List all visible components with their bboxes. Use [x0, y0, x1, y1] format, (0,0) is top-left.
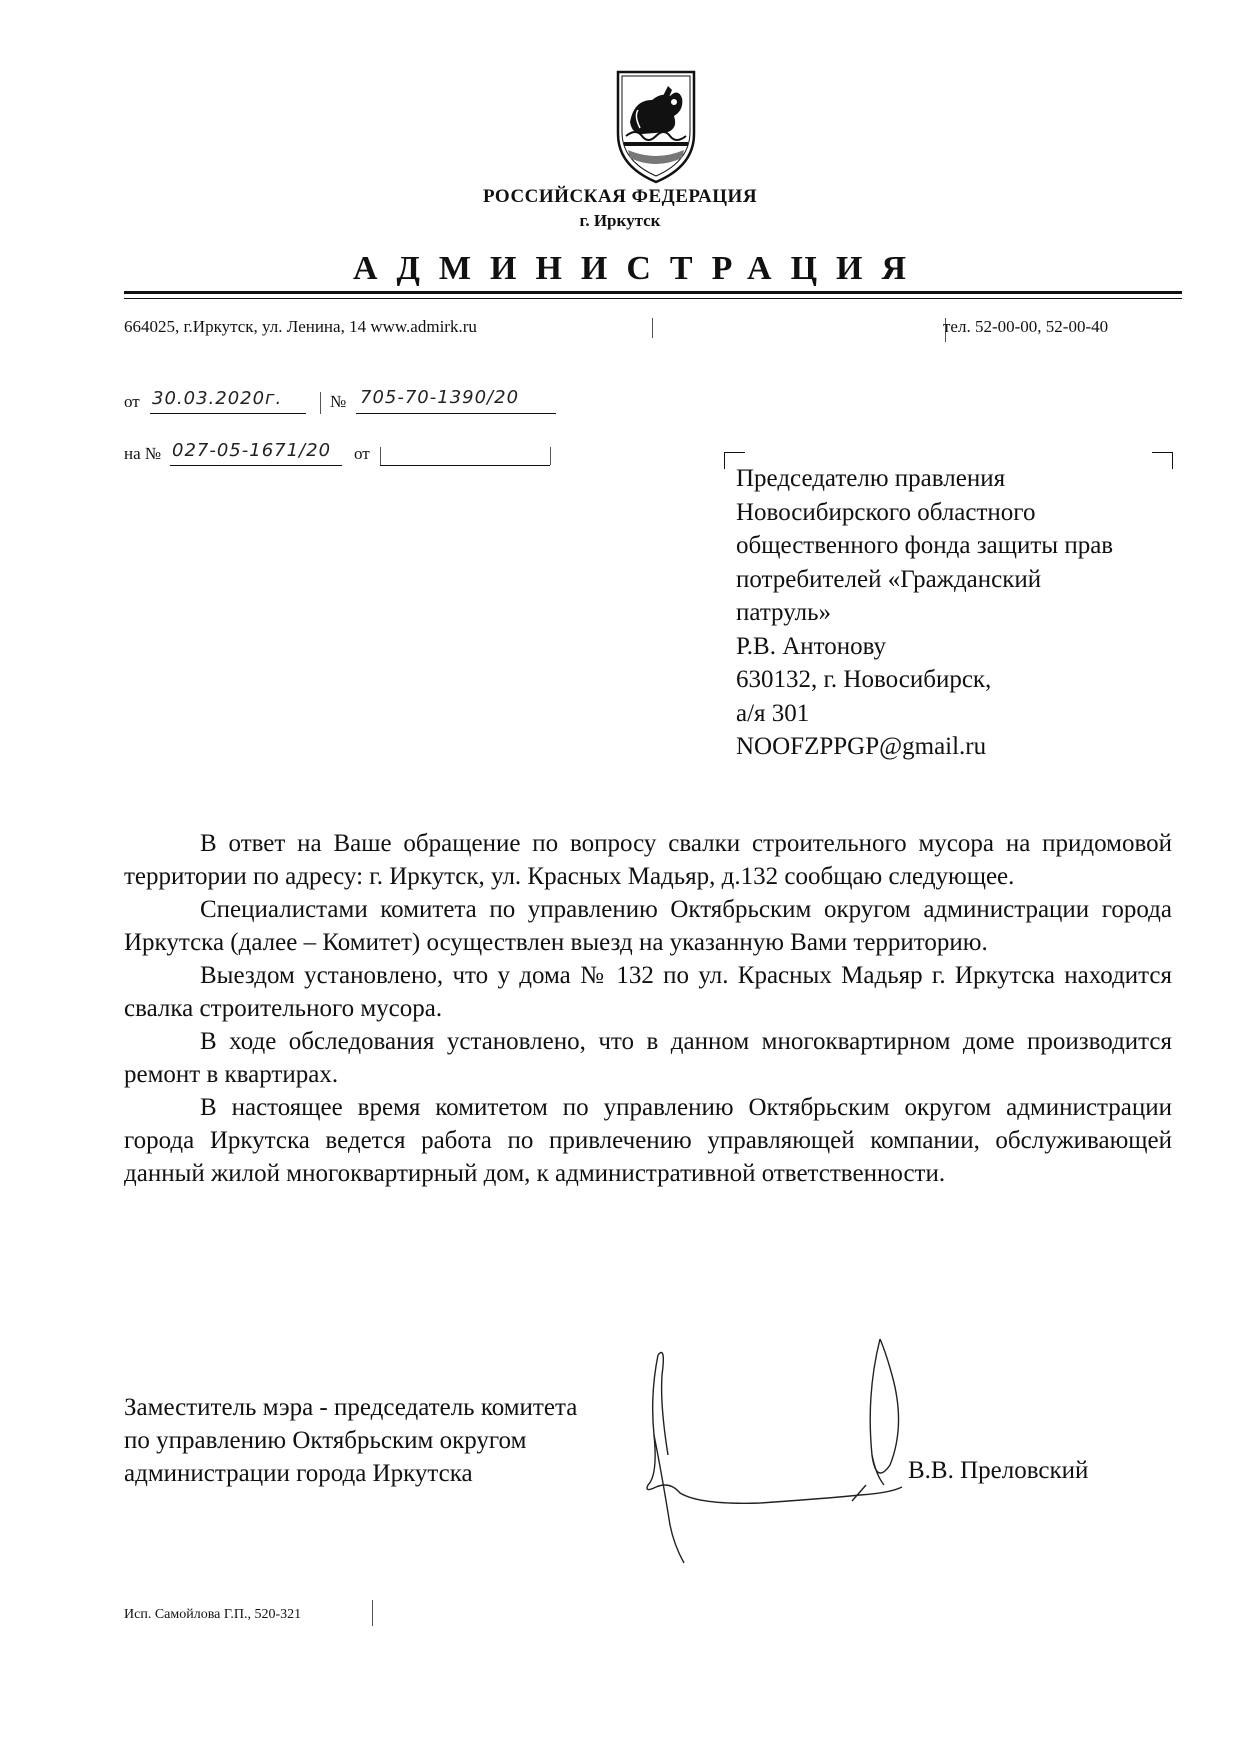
- signatory-position: [124, 1391, 577, 1490]
- addressee-email: NOOFZPPGP@gmail.ru: [736, 733, 987, 760]
- underline: [380, 465, 550, 466]
- header-rule-thin: [124, 298, 1182, 299]
- underline: [170, 465, 342, 466]
- coat-of-arms-icon: [612, 66, 700, 186]
- handwritten-signature: [640, 1335, 960, 1575]
- executor-info: Исп. Самойлова Г.П., 520-321: [124, 1607, 302, 1622]
- divider: [550, 447, 551, 465]
- addressee-line: общественного фонда защиты прав: [736, 532, 1114, 559]
- signatory-name: В.В. Преловский: [908, 1457, 1089, 1484]
- addressee-line: а/я 301: [736, 699, 810, 727]
- underline: [150, 413, 306, 414]
- addressee-line: Председателю правления: [736, 465, 1006, 492]
- addressee-line: патруль»: [736, 599, 832, 626]
- reg-number: 705-70-1390/20: [360, 387, 520, 408]
- address-line: 664025, г.Иркутск, ул. Ленина, 14 www.admirk.ru: [124, 317, 477, 336]
- header-rule-thick: [124, 291, 1182, 294]
- addressee-line: потребителей «Гражданский: [736, 565, 1042, 593]
- divider: [652, 318, 653, 338]
- body-paragraph: Специалистами комитета по управлению Октябрьским округом администрации города Иркутска (далее – Комитет) осуществлен выезд на указанную Вами территорию.: [124, 896, 1172, 956]
- position-line: по управлению Октябрьским округом: [124, 1427, 527, 1454]
- letter-body: [124, 827, 1172, 1190]
- position-line: администрации города Иркутска: [124, 1460, 473, 1487]
- body-paragraph: В настоящее время комитетом по управлению Октябрьским округом администрации города Иркутска ведется работа по привлечению управляющей компании, обслуживающей данный жилой многоквартирный дом, к административной ответственности.: [124, 1094, 1172, 1187]
- divider: [380, 447, 381, 465]
- body-paragraph: В ответ на Ваше обращение по вопросу свалки строительного мусора на придомовой территории по адресу: г. Иркутск, ул. Красных Мадьяр, д.132 сообщаю следующее.: [124, 830, 1172, 890]
- reg-number-label: №: [330, 392, 347, 411]
- reg-date: 30.03.2020г.: [152, 388, 283, 409]
- addressee-line: Новосибирского областного: [736, 498, 1036, 526]
- position-line: Заместитель мэра - председатель комитета: [124, 1394, 578, 1421]
- divider: [372, 1600, 373, 1626]
- country-name: РОССИЙСКАЯ ФЕДЕРАЦИЯ: [482, 186, 758, 207]
- organization-title: АДМИНИСТРАЦИЯ: [352, 250, 926, 287]
- phone-line: тел. 52-00-00, 52-00-40: [943, 317, 1109, 336]
- underline: [356, 413, 556, 414]
- body-paragraph: В ходе обследования установлено, что в данном многоквартирном доме производится ремонт в квартирах.: [124, 1028, 1172, 1088]
- address-corner-mark: [1152, 452, 1173, 469]
- reply-number: 027-05-1671/20: [172, 440, 332, 461]
- addressee-line: 630132, г. Новосибирск,: [736, 666, 992, 693]
- reg-from-label: от: [124, 392, 140, 411]
- divider: [320, 392, 321, 414]
- reply-number-label: на №: [124, 444, 162, 463]
- addressee-block: [736, 462, 1113, 764]
- city-name: г. Иркутск: [579, 211, 661, 230]
- reply-from-label: от: [354, 444, 370, 463]
- addressee-line: Р.В. Антонову: [736, 632, 887, 660]
- body-paragraph: Выездом установлено, что у дома № 132 по ул. Красных Мадьяр г. Иркутска находится свалка строительного мусора.: [124, 962, 1172, 1022]
